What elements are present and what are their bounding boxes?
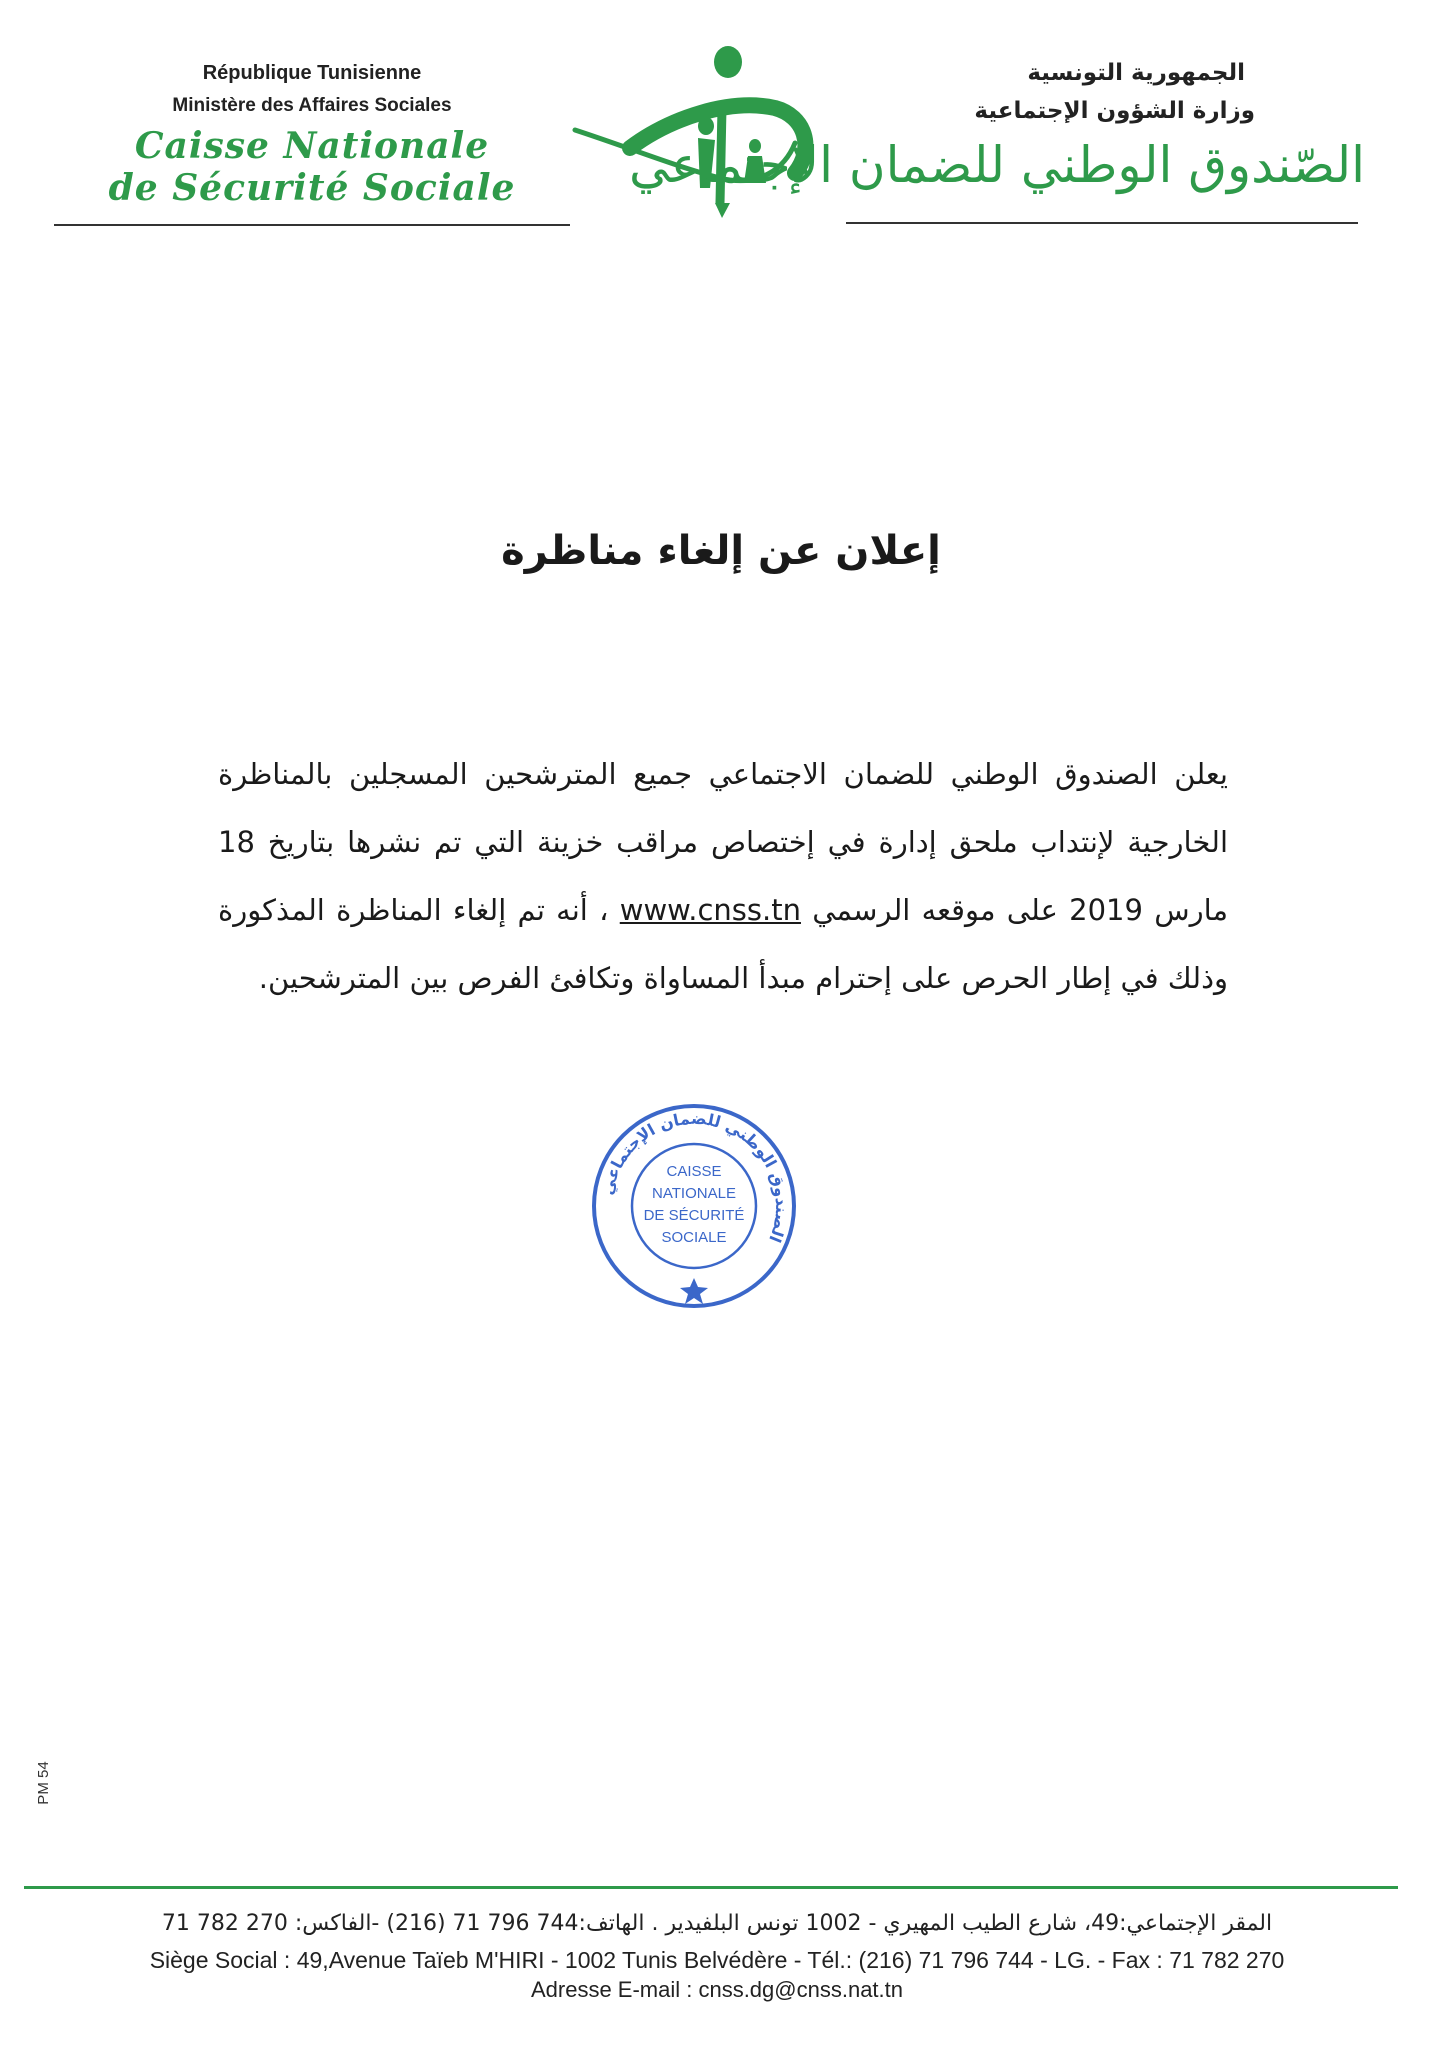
document-code: PM 54	[35, 1761, 52, 1805]
official-stamp-icon	[588, 1100, 800, 1312]
announcement-title: إعلان عن إلغاء مناظرة	[501, 528, 941, 574]
website-link[interactable]: www.cnss.tn	[619, 893, 801, 927]
header-divider-right	[846, 222, 1358, 224]
republic-label-fr: République Tunisienne	[202, 62, 422, 84]
ministry-label-ar: وزارة الشؤون الإجتماعية	[974, 98, 1255, 124]
stamp-center-line-1: CAISSE	[666, 1163, 722, 1180]
stamp-center-line-3: DE SÉCURITÉ	[643, 1207, 745, 1224]
footer-block	[40, 1906, 1394, 2004]
ministry-label-fr: Ministère des Affaires Sociales	[172, 95, 452, 116]
body-text-part1: يعلن الصندوق الوطني للضمان الاجتماعي جميع المترشحين المسجلين بالمناظرة الخارجية لإنتداب ملحق إدارة في إختصاص مراقب خزينة التي تم نشرها بتاريخ 18 مارس 2019 على موقعه الرسمي	[218, 757, 1229, 927]
footer-divider	[24, 1886, 1398, 1889]
footer-address-fr: Siège Social : 49,Avenue Taïeb M'HIRI - 1002 Tunis Belvédère - Tél.: (216) 71 796 744 - LG. - Fax : 71 782 270	[149, 1947, 1285, 1973]
header-arabic-block	[628, 60, 1365, 196]
cnss-logo-icon	[570, 38, 820, 228]
brand-name-ar: الصّندوق الوطني للضمان الإجتماعي	[628, 136, 1365, 194]
republic-label-ar: الجمهورية التونسية	[1027, 60, 1245, 86]
announcement-body	[218, 740, 1228, 1012]
stamp-star-icon	[680, 1278, 708, 1304]
brand-name-fr-line2: de Sécurité Sociale	[108, 167, 516, 209]
footer-address-ar: المقر الإجتماعي:49، شارع الطيب المهيري - 1002 تونس البلفيدير . الهاتف:744 796 71 (216) -الفاكس: 270 782 71	[161, 1911, 1273, 1936]
stamp-center-line-4: SOCIALE	[661, 1229, 727, 1246]
footer-email: Adresse E-mail : cnss.dg@cnss.nat.tn	[530, 1977, 904, 2002]
brand-name-fr-line1: Caisse Nationale	[134, 125, 490, 167]
header-divider-left	[54, 224, 570, 226]
header-french-block	[52, 62, 572, 209]
stamp-center-line-2: NATIONALE	[652, 1185, 736, 1202]
stamp-ring-text: الصندوق الوطني للضمان الإجتماعي	[597, 1108, 792, 1246]
body-text-part2: ، أنه تم إلغاء المناظرة المذكورة وذلك في إطار الحرص على إحترام مبدأ المساواة وتكافئ الفرص بين المترشحين.	[218, 893, 1228, 995]
